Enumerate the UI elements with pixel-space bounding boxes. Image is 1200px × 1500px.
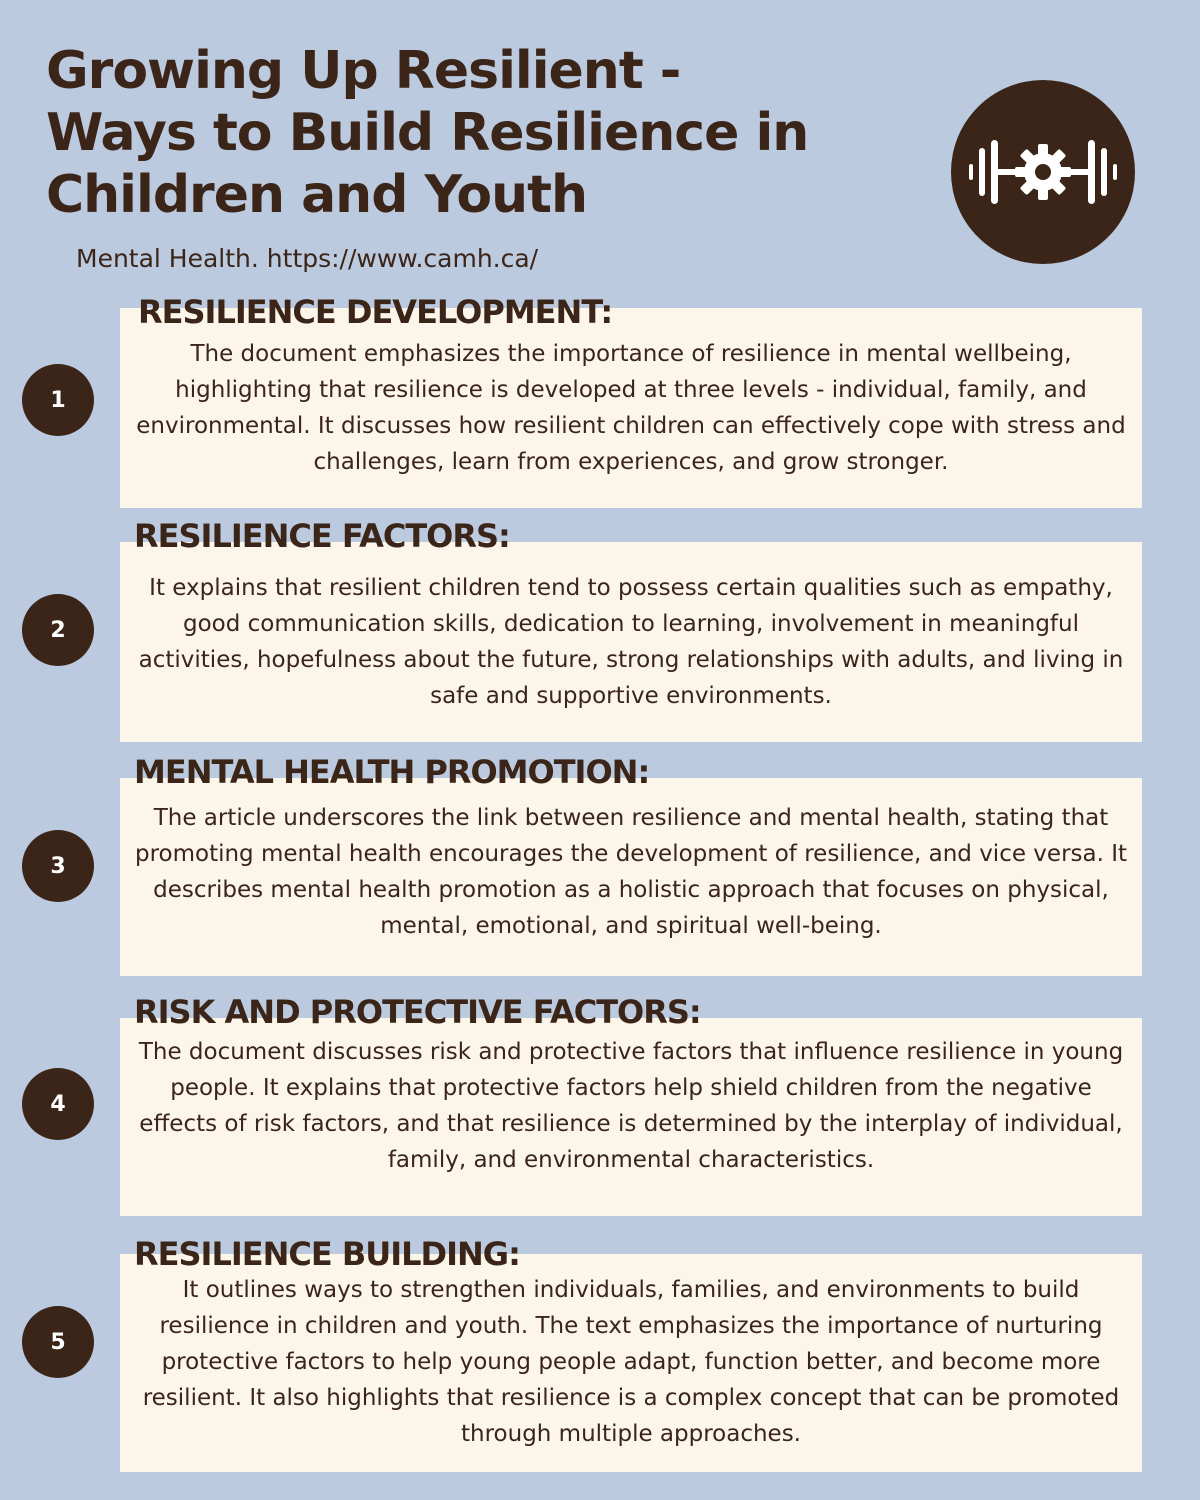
section-number-badge-1: 1 [22,364,94,436]
section-heading-2: RESILIENCE FACTORS: [134,517,510,555]
source-citation: Mental Health. https://www.camh.ca/ [76,244,539,273]
section-heading-3: MENTAL HEALTH PROMOTION: [134,753,650,791]
title-line-2: Ways to Build Resilience in [46,103,809,163]
section-card-4 [120,1018,1142,1216]
section-number-badge-4: 4 [22,1068,94,1140]
title-line-3: Children and Youth [46,165,588,225]
section-number-badge-2: 2 [22,594,94,666]
dumbbell-gear-icon [951,80,1135,264]
title-line-1: Growing Up Resilient - [46,41,681,101]
page-title [46,40,906,226]
section-card-5 [120,1254,1142,1472]
section-number-badge-3: 3 [22,830,94,902]
section-text-3: The article underscores the link between resilience and mental health, stating that promoting mental health encourages the development of resilience, and vice versa. It describes mental health promotion as a holistic approach that focuses on physical, mental, emotional, and spiritual well-being. [134,805,1128,939]
section-heading-4: RISK AND PROTECTIVE FACTORS: [134,993,701,1031]
section-card-1 [120,308,1142,508]
section-heading-5: RESILIENCE BUILDING: [134,1235,520,1273]
section-card-2 [120,542,1142,742]
section-card-3 [120,778,1142,976]
section-text-1: The document emphasizes the importance of resilience in mental wellbeing, highlighting that resilience is developed at three levels - individual, family, and environmental. It discusses how resilient children can effectively cope with stress and challenges, learn from experiences, and grow stronger. [136,341,1126,475]
section-text-2: It explains that resilient children tend to possess certain qualities such as empathy, good communication skills, dedication to learning, involvement in meaningful activities, hopefulness about the future, strong relationships with adults, and living in safe and supportive environments. [138,575,1124,709]
section-text-4: The document discusses risk and protective factors that influence resilience in young people. It explains that protective factors help shield children from the negative effects of risk factors, and that resilience is determined by the interplay of individual, family, and environmental characteristics. [138,1039,1124,1173]
section-heading-1: RESILIENCE DEVELOPMENT: [138,293,613,331]
section-text-5: It outlines ways to strengthen individuals, families, and environments to build resilience in children and youth. The text emphasizes the importance of nurturing protective factors to help young people adapt, function better, and become more resilient. It also highlights that resilience is a complex concept that can be promoted through multiple approaches. [142,1277,1120,1447]
section-number-badge-5: 5 [22,1306,94,1378]
